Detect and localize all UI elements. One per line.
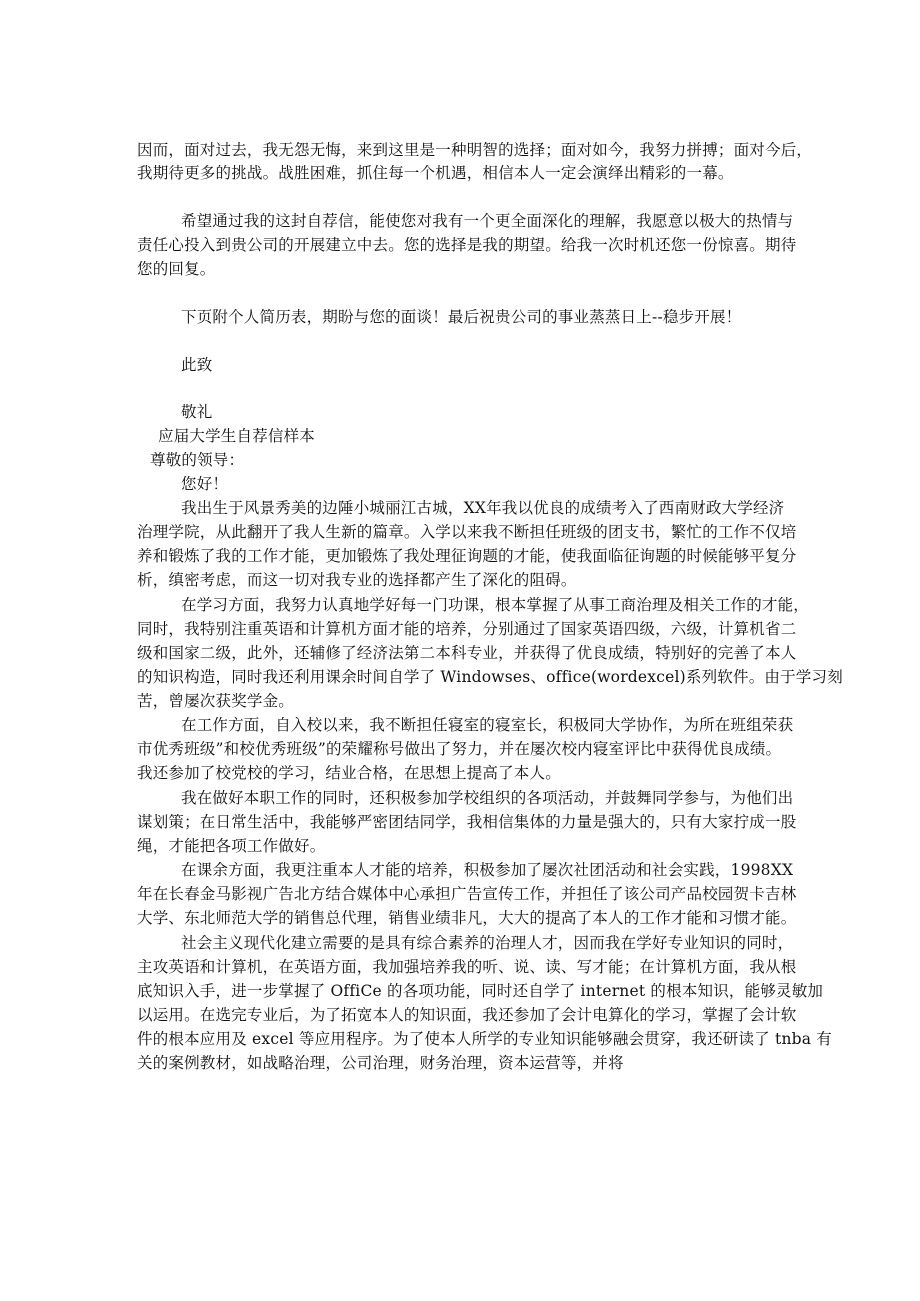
letter-title: 应届大学生自荐信样本: [158, 427, 316, 445]
paragraph-line: 我期待更多的挑战。战胜困难，抓住每一个机遇，相信本人一定会演绎出精彩的一幕。: [137, 164, 734, 182]
paragraph-line: 苦，曾屡次获奖学金。: [137, 692, 295, 710]
paragraph-line: 底知识入手，进一步掌握了 OffiCe 的各项功能，同时还自学了 internet 的根本知识，能够灵敏加: [137, 982, 824, 1000]
paragraph-line: 责任心投入到贵公司的开展建立中去。您的选择是我的期望。给我一次时机还您一份惊喜。期待: [137, 236, 797, 254]
paragraph-line: 绳，才能把各项工作做好。: [137, 837, 326, 855]
greeting: 您好！: [181, 475, 229, 493]
paragraph-line: 的知识构造，同时我还利用课余时间自学了 Windowses、office(wordexcel)系列软件。由于学习刻: [137, 668, 843, 686]
paragraph-line: 主攻英语和计算机，在英语方面，我加强培养我的听、说、读、写才能；在计算机方面，我从根: [137, 958, 797, 976]
paragraph-line: 社会主义现代化建立需要的是具有综合素养的治理人才，因而我在学好专业知识的同时，: [181, 934, 794, 952]
paragraph-line: 治理学院，从此翻开了我人生新的篇章。入学以来我不断担任班级的团支书，繁忙的工作不仅培: [137, 523, 797, 541]
paragraph-line: 我在做好本职工作的同时，还积极参加学校组织的各项活动，并鼓舞同学参与，为他们出: [181, 789, 794, 807]
paragraph-line: 件的根本应用及 excel 等应用程序。为了使本人所学的专业知识能够融会贯穿，我还研读了 tnba 有: [137, 1030, 833, 1048]
closing-line: 此致: [181, 356, 213, 374]
paragraph-line: 年在长春金马影视广告北方结合媒体中心承担广告宣传工作，并担任了该公司产品校园贺卡吉林: [137, 885, 797, 903]
paragraph-line: 因而，面对过去，我无怨无悔，来到这里是一种明智的选择；面对如今，我努力拼搏；面对今后，: [137, 141, 813, 159]
paragraph-line: 我出生于风景秀美的边陲小城丽江古城，XX年我以优良的成绩考入了西南财政大学经济: [181, 499, 785, 517]
paragraph-line: 在学习方面，我努力认真地学好每一门功课，根本掌握了从事工商治理及相关工作的才能，: [181, 596, 810, 614]
paragraph-line: 级和国家二级，此外，还辅修了经济法第二本科专业，并获得了优良成绩，特别好的完善了本人: [137, 644, 797, 662]
closing-line: 敬礼: [181, 403, 213, 421]
paragraph-line: 下页附个人简历表，期盼与您的面谈！最后祝贵公司的事业蒸蒸日上--稳步开展！: [181, 308, 742, 326]
paragraph-line: 关的案例教材，如战略治理，公司治理，财务治理，资本运营等，并将: [137, 1054, 624, 1072]
paragraph-line: 谋划策；在日常生活中，我能够严密团结同学，我相信集体的力量是强大的，只有大家拧成一股: [137, 813, 797, 831]
salutation: 尊敬的领导：: [150, 451, 245, 469]
paragraph-line: 我还参加了校党校的学习，结业合格，在思想上提高了本人。: [137, 764, 561, 782]
paragraph-line: 在课余方面，我更注重本人才能的培养，积极参加了屡次社团活动和社会实践，1998XX: [181, 861, 794, 879]
paragraph-line: 以运用。在选完专业后，为了拓宽本人的知识面，我还参加了会计电算化的学习，掌握了会计软: [137, 1006, 797, 1024]
paragraph-line: 大学、东北师范大学的销售总代理，销售业绩非凡，大大的提高了本人的工作才能和习惯才能。: [137, 909, 797, 927]
paragraph-line: 您的回复。: [137, 260, 216, 278]
paragraph-line: 市优秀班级”和校优秀班级”的荣耀称号做出了努力，并在屡次校内寝室评比中获得优良成绩。: [137, 740, 782, 758]
paragraph-line: 在工作方面，自入校以来，我不断担任寝室的寝室长，积极同大学协作，为所在班组荣获: [181, 716, 794, 734]
paragraph-line: 养和锻炼了我的工作才能，更加锻炼了我处理征询题的才能，使我面临征询题的时候能够平复分: [137, 547, 797, 565]
paragraph-line: 同时，我特别注重英语和计算机方面才能的培养，分别通过了国家英语四级，六级，计算机省二: [137, 620, 797, 638]
paragraph-line: 析，缜密考虑，而这一切对我专业的选择都产生了深化的阻碍。: [137, 571, 577, 589]
paragraph-line: 希望通过我的这封自荐信，能使您对我有一个更全面深化的理解，我愿意以极大的热情与: [181, 212, 794, 230]
